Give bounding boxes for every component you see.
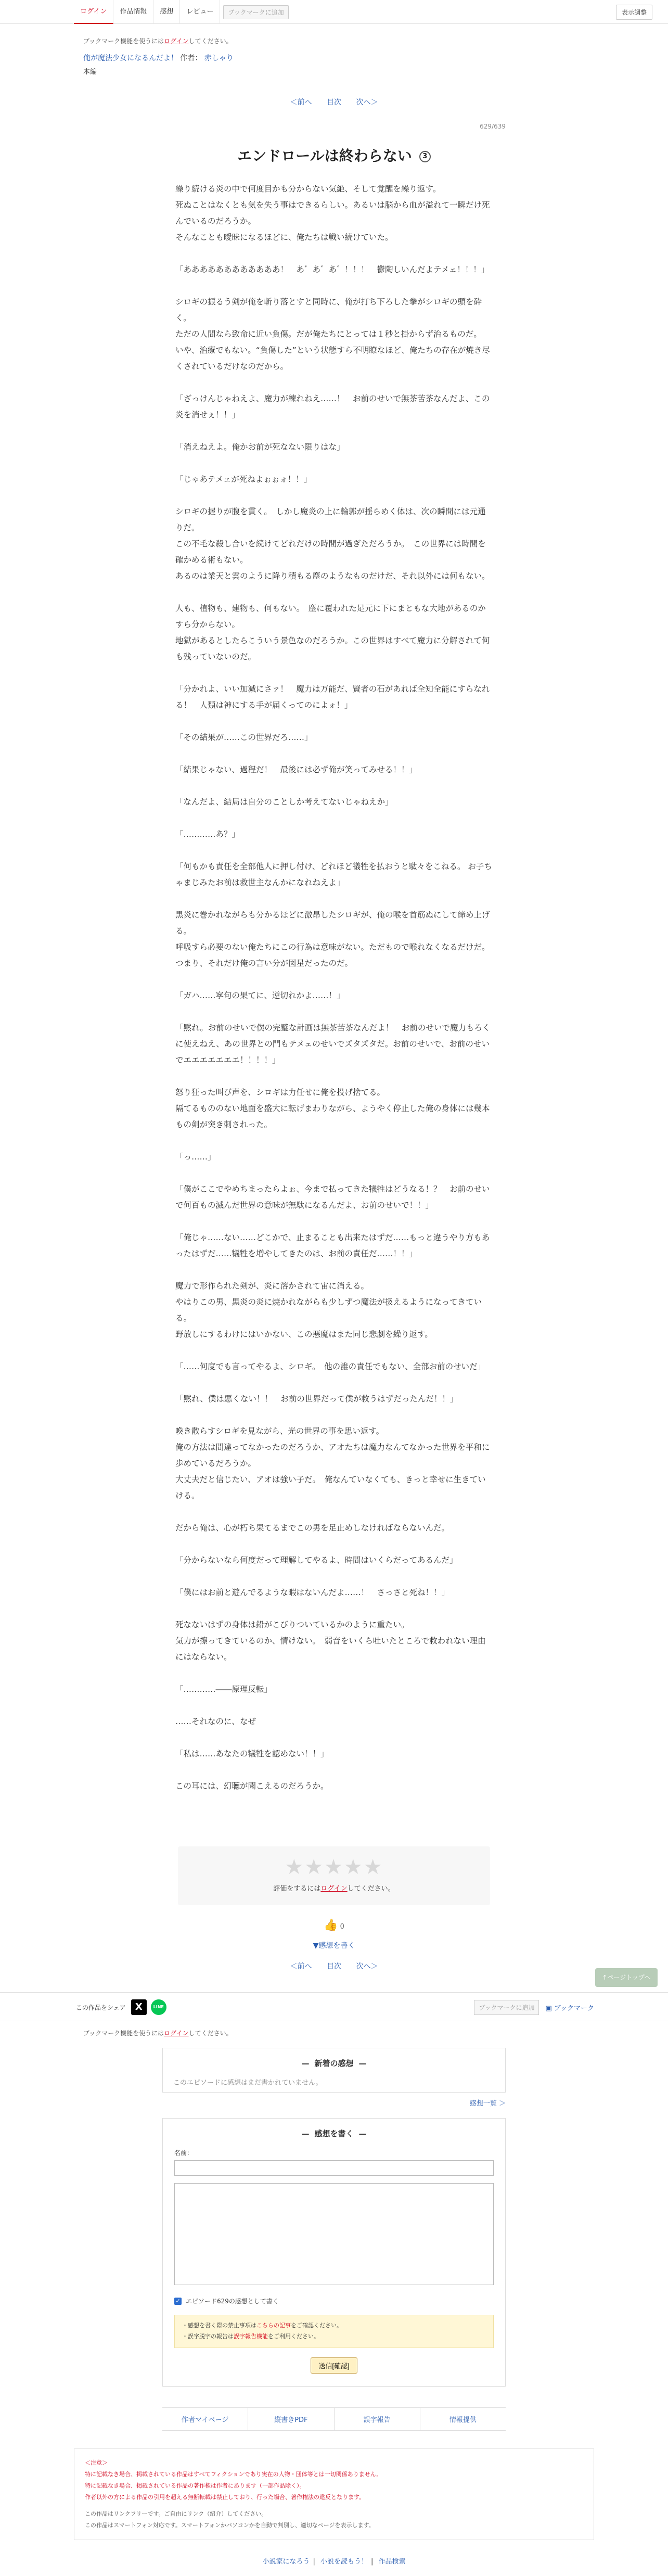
body-paragraph: 気力が擦ってきているのか、情けない。 弱音をいくら吐いたところで救われない理由にはならない。 <box>175 1636 486 1662</box>
rating-box <box>178 1846 490 1905</box>
episode-title-text: エンドロールは終わらない <box>237 147 412 164</box>
body-paragraph <box>175 1568 493 1585</box>
episode-body <box>175 181 493 1794</box>
body-paragraph: 野放しにするわけにはいかない、この悪魔はまた同じ悲劇を繰り返す。 <box>175 1330 433 1339</box>
x-share-icon[interactable]: X <box>131 1999 147 2015</box>
body-paragraph: 「黙れ、僕は悪くない！！ お前の世界だって僕が救うはずだったんだ！！」 <box>175 1394 458 1404</box>
rating-msg-end: してください。 <box>347 1885 395 1893</box>
body-paragraph <box>175 1068 493 1085</box>
warn2-text: ・誤字脱字の報告は <box>182 2332 234 2340</box>
disclaimer-fiction: 特に記載なき場合、掲載されている作品はすべてフィクションであり実在の人物・団体等とは一切関係ありません。 <box>85 2470 382 2478</box>
episode-title <box>0 145 668 165</box>
login-nav[interactable]: ログイン <box>74 0 113 24</box>
prev-link-bottom[interactable]: ＜前へ <box>290 1962 312 1971</box>
body-paragraph: 地獄があるとしたらこういう景色なのだろうか。この世界はすべて魔力に分解されて何も残っていないのだ。 <box>175 636 490 661</box>
work-info-nav[interactable]: 作品情報 <box>113 0 153 24</box>
latest-reviews-box <box>162 2048 506 2093</box>
review-list-link[interactable]: 感想一覧 ＞ <box>469 2100 506 2108</box>
name-input[interactable] <box>174 2160 494 2176</box>
share-label: この作品をシェア <box>76 2004 126 2011</box>
submit-review-button[interactable]: 送信[確認] <box>311 2357 357 2374</box>
bookmark-button-bottom[interactable]: ブックマークに追加 <box>474 2000 539 2015</box>
body-paragraph: 魔力で形作られた剣が、炎に溶かされて宙に消える。 <box>175 1281 369 1291</box>
body-paragraph: 人も、植物も、建物も、何もない。 塵に覆われた足元に下にまともな大地があるのかすら分からない。 <box>175 604 486 629</box>
top-bar <box>0 0 668 24</box>
body-paragraph: 黒炎に巻かれながらも分かるほどに激昂したシロギが、俺の喉を首筋ぬにして締め上げる。 <box>175 910 490 936</box>
rating-login-message <box>178 1883 490 1893</box>
episode-count: 629/639 <box>480 123 506 130</box>
rules-article-link[interactable]: こちらの記事 <box>256 2322 291 2329</box>
body-paragraph: シロギの握りが腹を貫く。 しかし魔炎の上に輪郭が揺らめく体は、次の瞬間には元通りだ。 <box>175 507 486 532</box>
body-paragraph <box>175 972 493 988</box>
notice-login-link[interactable]: ログイン <box>164 37 189 45</box>
submit-wrap <box>174 2357 494 2374</box>
page-top-button[interactable]: ↑ページトップへ <box>595 1968 658 1987</box>
like-count: 0 <box>340 1923 344 1931</box>
body-paragraph <box>175 1214 493 1230</box>
body-paragraph <box>175 1133 493 1149</box>
write-review-link[interactable]: ▼感想を書く <box>313 1942 355 1950</box>
body-paragraph: 「…………あ？」 <box>175 830 240 839</box>
info-provide-link[interactable]: 情報提供 <box>449 2416 477 2424</box>
body-paragraph: この不毛な殺し合いを続けてどれだけの時間が過ぎただろうか。 この世界には時間を確かめる術もない。 <box>175 539 486 565</box>
narou-link[interactable]: 小説家になろう <box>262 2557 310 2566</box>
yomou-link[interactable]: 小説を読もう！ <box>320 2557 368 2566</box>
vertical-pdf-link[interactable]: 縦書きPDF <box>248 2408 334 2430</box>
body-paragraph <box>175 278 493 294</box>
typo-report-link[interactable]: 誤字報告機能 <box>234 2332 268 2340</box>
warn1-text: ・感想を書く際の禁止事項は <box>182 2322 256 2329</box>
body-paragraph: 怒り狂った叫び声を、シロギは力任せに俺を投げ捨てる。 <box>175 1088 386 1097</box>
episode-number-badge: 3 <box>419 151 431 162</box>
body-paragraph: つまり、それだけ俺の言い分が図星だったのだ。 <box>175 959 353 968</box>
prev-link[interactable]: ＜前へ <box>290 98 312 107</box>
body-paragraph: いや、治療でもない。“負傷した”という状態すら不明瞭なほど、俺たちの存在が焼き尽くされているだけなのだから。 <box>175 346 490 371</box>
reviews-nav[interactable]: 感想 <box>153 0 180 24</box>
body-paragraph <box>175 1262 493 1278</box>
body-paragraph <box>175 1536 493 1552</box>
top-nav <box>74 0 594 24</box>
disclaimer-reprint: 作者以外の方による作品の引用を超える無断転載は禁止しており、行った場合、著作権法の違反となります。 <box>85 2493 365 2501</box>
novel-title-link[interactable]: 俺が魔法少女になるんだよ！ <box>83 54 178 62</box>
body-paragraph <box>175 1665 493 1681</box>
body-paragraph: 「私は……あなたの犠牲を認めない！！」 <box>175 1749 329 1758</box>
body-paragraph: 死ぬことはなくとも気を失う事はできるらしい。あるいは脳から血が溢れて一瞬だけ死んでいるのだろうか。 <box>175 200 490 226</box>
review-form <box>162 2118 506 2387</box>
body-paragraph: 隔てるもののない地面を盛大に転げまわりながら、ようやく停止した俺の身体には幾本もの剣が突き刺されった。 <box>175 1104 490 1129</box>
review-warning-box <box>174 2315 494 2348</box>
disclaimer-copyright: 特に記載なき場合、掲載されている作品の著作権は作者にあります（一部作品除く）。 <box>85 2482 305 2489</box>
body-paragraph: 呼吸すら必要のない俺たちにこの行為は意味がない。ただもので喉れなくなるだけだ。 <box>175 942 490 952</box>
episode-checkbox-row[interactable] <box>174 2297 494 2305</box>
header-info <box>74 24 594 76</box>
disclaimer-linkfree: この作品はリンクフリーです。ご自由にリンク（紹介）してください。 <box>85 2510 267 2517</box>
body-paragraph <box>175 488 493 504</box>
body-paragraph: 「僕にはお前と遊んでるような暇はないんだよ……！ さっさと死ね！！」 <box>175 1588 450 1597</box>
review-form-title: — 感想を書く — <box>174 2119 494 2145</box>
thumbs-up-icon[interactable]: 👍 <box>324 1919 338 1932</box>
notice-text: ブックマーク機能を使うには <box>83 37 164 45</box>
share-bar <box>0 1992 668 2021</box>
author-label: 作者： <box>180 54 202 62</box>
body-paragraph: 「その結果が……この世界だろ……」 <box>175 733 313 742</box>
toc-link-bottom[interactable]: 目次 <box>327 1962 341 1971</box>
notice-text-end: してください。 <box>188 37 233 45</box>
body-paragraph: 「ああああああああああああ！ あ゛あ゛あ゛！！！ 鬱陶しいんだよテメェ！！！」 <box>175 265 490 274</box>
login-notice <box>74 24 594 53</box>
review-textarea[interactable] <box>174 2183 494 2285</box>
body-paragraph <box>175 843 493 859</box>
body-paragraph <box>175 246 493 262</box>
typo-report-footer-link[interactable]: 誤字報告 <box>335 2408 420 2430</box>
body-paragraph <box>175 1762 493 1778</box>
disclaimer-heading: ＜注意＞ <box>85 2459 108 2466</box>
latest-reviews-title: — 新着の感想 — <box>163 2048 505 2075</box>
body-paragraph: あるのは業天と雲のように降り積もる塵のようなものだけだ、それ以外には何もない。 <box>175 571 490 581</box>
next-link[interactable]: 次へ＞ <box>356 98 378 107</box>
body-paragraph <box>175 713 493 730</box>
body-paragraph: 喚き散らすシロギを見ながら、光の世界の事を思い返す。 <box>175 1426 384 1436</box>
checkbox-label: エピソード629の感想として書く <box>186 2298 279 2305</box>
body-paragraph: 「……何度でも言ってやるよ、シロギ。 他の誰の責任でもない、全部お前のせいだ」 <box>175 1362 486 1371</box>
chapter-name: 本編 <box>83 68 97 76</box>
body-paragraph: 「消えねえよ。俺かお前が死なない限りはな」 <box>175 442 345 452</box>
body-paragraph <box>175 746 493 762</box>
warning-typo <box>182 2331 486 2342</box>
episode-pager-bottom <box>0 1950 668 1971</box>
name-label: 名前： <box>174 2149 194 2157</box>
body-paragraph: 「なんだよ、結局は自分のことしか考えてないじゃねえか」 <box>175 797 393 807</box>
body-paragraph: 「じゃあテメェが死ねよぉぉォ！！」 <box>175 475 312 484</box>
body-paragraph: 俺の方法は間違ってなかったのだろうか、アオたちは魔力なんてなかった世界を平和に歩めているだろうか。 <box>175 1443 490 1468</box>
body-paragraph <box>175 810 493 826</box>
review-nav[interactable]: レビュー <box>180 0 220 24</box>
disclaimer-smartphone: この作品はスマートフォン対応です。スマートフォンかパソコンかを自動で判別し、適切なページを表示します。 <box>85 2521 375 2529</box>
warn1-post: をご確認ください。 <box>291 2322 342 2329</box>
body-paragraph <box>175 1165 493 1181</box>
warn2-post: をご利用ください。 <box>268 2332 319 2340</box>
body-paragraph <box>175 1343 493 1359</box>
body-paragraph <box>175 1504 493 1520</box>
notice-area-bottom <box>74 2021 594 2037</box>
star-rating[interactable]: ★★★★★ <box>285 1855 383 1879</box>
line-share-icon[interactable]: LINE <box>151 1999 166 2015</box>
body-paragraph: 「結果じゃない、過程だ！ 最後には必ず俺が笑ってみせる！！」 <box>175 765 418 774</box>
body-paragraph: この耳には、幻聴が聞こえるのだろうか。 <box>175 1781 329 1791</box>
body-paragraph: 「っ……」 <box>175 1152 216 1162</box>
body-paragraph <box>175 1730 493 1746</box>
body-paragraph <box>175 778 493 794</box>
author-link[interactable]: 赤しゃり <box>204 54 234 62</box>
body-paragraph <box>175 1698 493 1714</box>
toc-link[interactable]: 目次 <box>327 98 341 107</box>
notice2-login-link[interactable]: ログイン <box>164 2030 189 2037</box>
next-link-bottom[interactable]: 次へ＞ <box>356 1962 378 1971</box>
body-paragraph: やはりこの男、黒炎の炎に焼かれながらも少しずつ魔法が扱えるようになってきている。 <box>175 1297 482 1323</box>
notice2-text-end: してください。 <box>188 2030 233 2037</box>
body-paragraph: 繰り続ける炎の中で何度目かも分からない気絶、そして覚醒を繰り返す。 <box>175 184 441 194</box>
footer-links <box>162 2407 506 2431</box>
body-paragraph <box>175 423 493 439</box>
body-paragraph: 「分かれよ、いい加減にさァ！ 魔力は万能だ、賢者の石があれば全知全能にすらなれる！ 人類は神にする手が届くってのによォ！」 <box>175 684 490 710</box>
body-paragraph <box>175 1601 493 1617</box>
body-paragraph: ただの人間なら致命に近い負傷。だが俺たちにとっては１秒と掛からず治るものだ。 <box>175 329 482 339</box>
display-settings-button[interactable]: 表示調整 <box>616 5 652 20</box>
body-paragraph <box>175 584 493 601</box>
like-area <box>0 1919 668 1932</box>
novel-title-line <box>74 53 594 63</box>
body-paragraph <box>175 665 493 681</box>
body-paragraph: 「俺じゃ……ない……どこかで、止まることも出来たはずだ……もっと違うやり方もあったはずだ……犠牲を増やしてきたのは、お前の責任だ……！！」 <box>175 1233 490 1258</box>
body-paragraph: だから俺は、心が朽ち果てるまでこの男を足止めしなければならないんだ。 <box>175 1523 450 1533</box>
body-paragraph: 「何もかも責任を全部他人に押し付け、どれほど犠牲を払おうと駄々をこねる。 お子ちゃまじみたお前は救世主なんかになれねえよ」 <box>175 862 492 887</box>
episode-pager-top <box>0 76 668 123</box>
body-paragraph <box>175 1004 493 1020</box>
warning-rules <box>182 2320 486 2331</box>
share-inner <box>74 1993 594 2022</box>
disclaimer <box>74 2449 594 2540</box>
site-links: 小説家になろう | 小説を読もう！ | 作品検索 <box>262 2557 406 2566</box>
body-paragraph: 「…………――原理反転」 <box>175 1685 273 1694</box>
body-paragraph: 大丈夫だと信じたい、アオは強い子だ。 俺なんていなくても、きっと幸せに生きていける。 <box>175 1475 486 1500</box>
login-notice-bottom <box>74 2021 594 2037</box>
body-paragraph: そんなことも曖昧になるほどに、俺たちは戦い続けていた。 <box>175 233 393 242</box>
body-paragraph: ……それなのに、なぜ <box>175 1717 256 1726</box>
share-right <box>474 2000 594 2015</box>
body-paragraph: 「僕がここでやめちまったらよぉ、今まで払ってきた犠牲はどうなる！？ お前のせいで何百もの滅んだ世界の意味が無駄になるんだよ、お前のせいで！！」 <box>175 1184 490 1210</box>
body-paragraph: 「黙れ。お前のせいで僕の完璧な計画は無茶苦茶なんだよ！ お前のせいで魔力もろくに使えねえ、あの世界との門もテメェのせいでズタズタだ。お前のせいで、お前のせいでエエエエエエエ！！！！」 <box>175 1023 491 1065</box>
rating-msg-text: 評価をするには <box>273 1885 321 1893</box>
rating-login-link[interactable]: ログイン <box>320 1885 348 1893</box>
body-paragraph <box>175 1407 493 1423</box>
body-paragraph: 死なないはずの身体は鉛がこびりついているかのように重たい。 <box>175 1620 409 1629</box>
body-paragraph: 「ざっけんじゃねえよ、魔力が練れねえ……！ お前のせいで無茶苦茶なんだよ、この炎を消せぇ！！」 <box>175 394 490 419</box>
body-paragraph <box>175 455 493 471</box>
body-paragraph: 「分からないなら何度だって理解してやるよ、時間はいくらだってあるんだ」 <box>175 1555 458 1565</box>
no-reviews-message: このエピソードに感想はまだ書かれていません。 <box>173 2079 323 2087</box>
notice2-text: ブックマーク機能を使うには <box>83 2030 164 2037</box>
author-mypage-link[interactable]: 作者マイページ <box>162 2408 248 2430</box>
bookmark-button[interactable]: ブックマークに追加 <box>223 5 288 19</box>
search-link[interactable]: 作品検索 <box>378 2557 406 2566</box>
bookmark-link[interactable]: ▣ ブックマーク <box>545 2004 594 2012</box>
body-paragraph <box>175 375 493 391</box>
body-paragraph <box>175 1375 493 1391</box>
body-paragraph <box>175 891 493 907</box>
body-paragraph: シロギの振るう剣が俺を斬り落とすと同時に、俺が打ち下ろした拳がシロギの頭を砕く。 <box>175 297 482 323</box>
body-paragraph: 「ガハ……寧句の果てに、逆切れかよ……！」 <box>175 991 345 1000</box>
checkbox-icon[interactable]: ✓ <box>174 2298 182 2305</box>
